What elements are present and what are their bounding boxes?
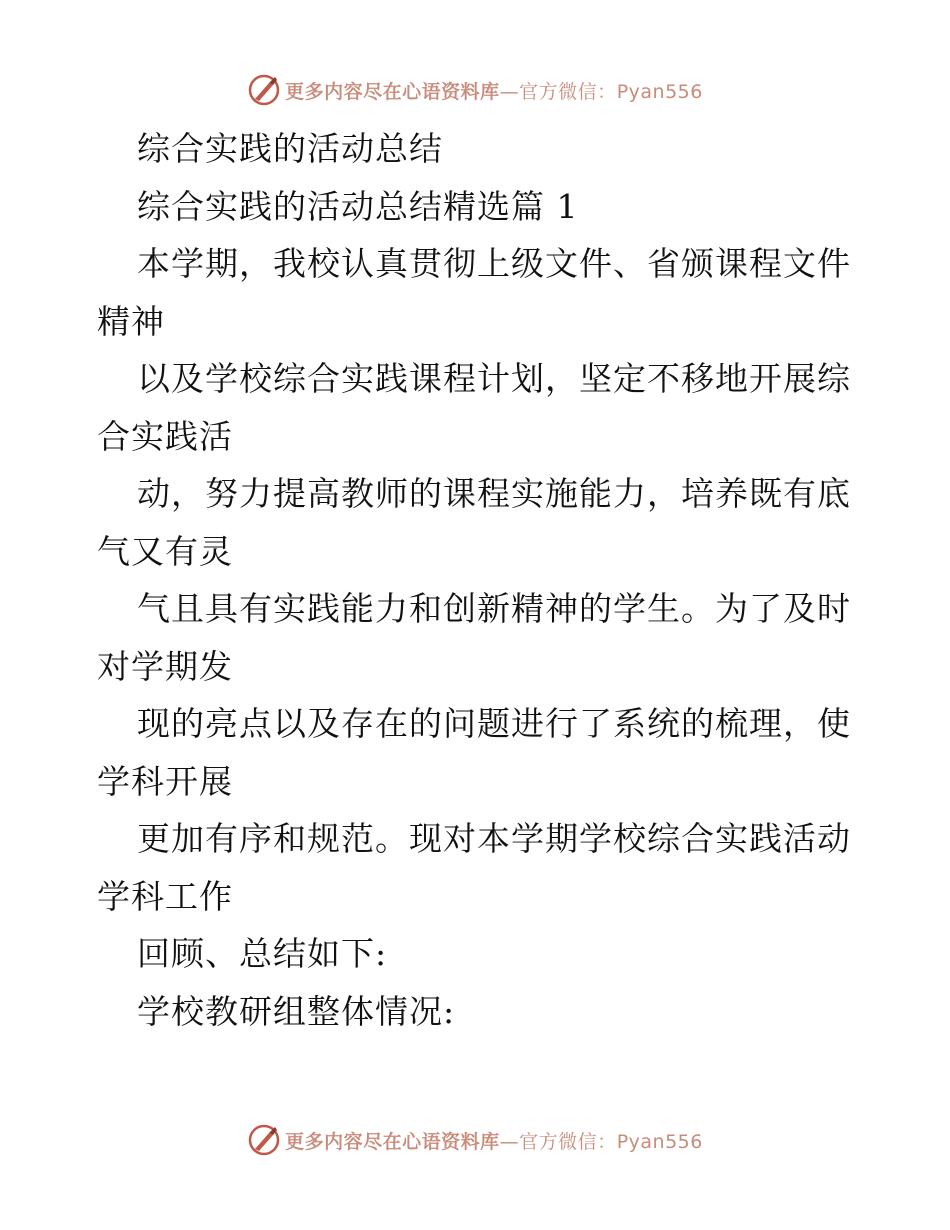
document-title: 综合实践的活动总结	[137, 129, 443, 168]
paragraph-line: 现的亮点以及存在的问题进行了系统的梳理，使	[137, 704, 851, 743]
section-heading: 学校教研组整体情况:	[137, 991, 456, 1031]
quill-pen-logo-icon	[247, 1123, 281, 1157]
paragraph-line: 本学期，我校认真贯彻上级文件、省颁课程文件	[137, 244, 851, 283]
paragraph-line-wrap: 学科开展	[97, 761, 233, 801]
banner-wechat-id: Pyan556	[616, 1130, 703, 1153]
document-body	[97, 120, 857, 1040]
paragraph-line: 动，努力提高教师的课程实施能力，培养既有底	[137, 474, 851, 513]
banner-text	[285, 1127, 703, 1154]
banner-main-text: 更多内容尽在心语资料库	[285, 1130, 500, 1153]
paragraph-line: 以及学校综合实践课程计划，坚定不移地开展综	[137, 359, 851, 398]
banner-text	[285, 77, 703, 104]
paragraph-line-wrap: 合实践活	[97, 416, 233, 456]
paragraph-line-wrap: 精神	[97, 301, 165, 341]
banner-main-text: 更多内容尽在心语资料库	[285, 80, 500, 103]
banner-dash: —	[499, 80, 520, 103]
closing-line: 回顾、总结如下:	[137, 934, 388, 973]
banner-wechat-id: Pyan556	[616, 80, 703, 103]
header-watermark-banner	[0, 70, 950, 110]
document-subtitle: 综合实践的活动总结精选篇 1	[137, 186, 579, 226]
banner-dash: —	[499, 1130, 520, 1153]
banner-wechat-label: 官方微信：	[519, 1130, 617, 1153]
banner-wechat-label: 官方微信：	[519, 80, 617, 103]
paragraph-line-wrap: 气又有灵	[97, 531, 233, 571]
paragraph-line-wrap: 学科工作	[97, 876, 233, 916]
paragraph-line: 更加有序和规范。现对本学期学校综合实践活动	[137, 819, 851, 858]
paragraph-line: 气且具有实践能力和创新精神的学生。为了及时	[137, 589, 851, 628]
footer-watermark-banner	[0, 1120, 950, 1160]
quill-pen-logo-icon	[247, 73, 281, 107]
paragraph-line-wrap: 对学期发	[97, 646, 233, 686]
